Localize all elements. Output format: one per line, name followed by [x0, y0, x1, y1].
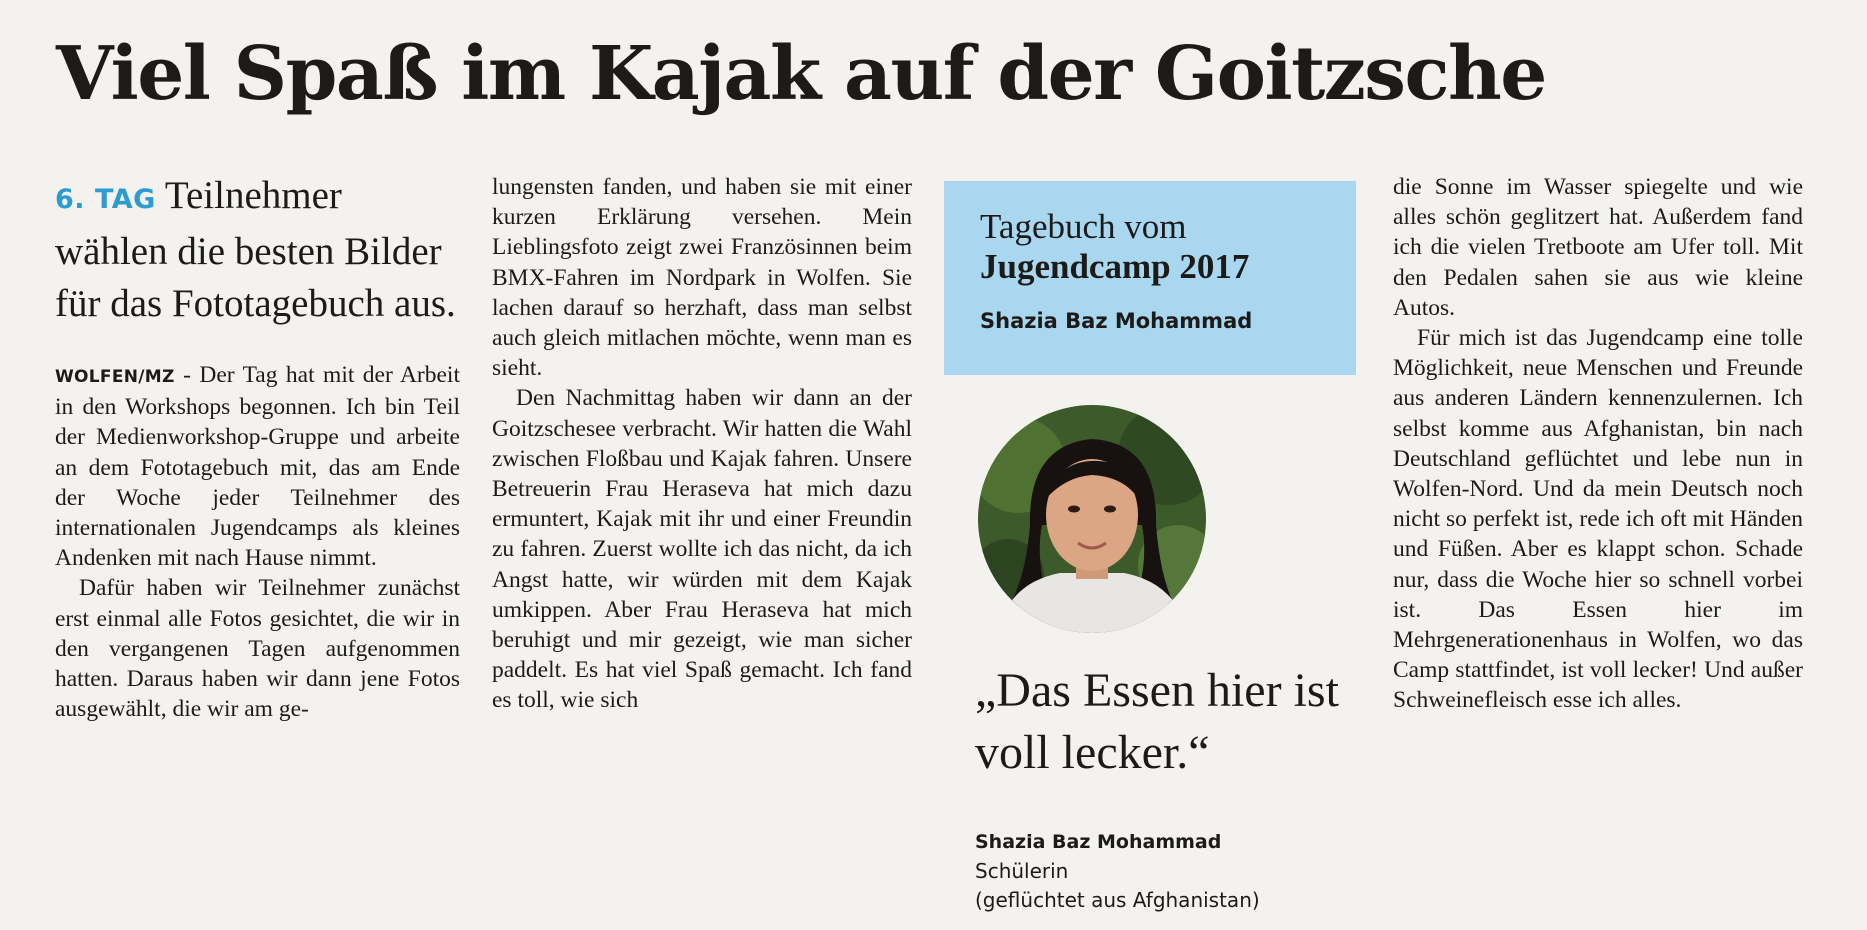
pull-quote: „Das Essen hier ist voll lecker.“ — [975, 664, 1339, 779]
quote-caption — [975, 828, 1365, 915]
intro-subheadline — [55, 170, 460, 330]
caption-name: Shazia Baz Mohammad — [975, 831, 1222, 853]
paragraph-text: - Der Tag hat mit der Arbeit in den Workshops begonnen. Ich bin Teil der Medienworkshop-Gruppe und arbeite an dem Fototagebuch mit, das am Ende der Woche jeder Teilnehmer des internationalen Jugendcamps als kleines Andenken mit nach Hause nimmt. — [55, 362, 460, 572]
paragraph: Dafür haben wir Teilnehmer zunächst erst einmal alle Fotos gesichtet, die wir in den vergangenen Tagen aufgenommen hatten. Daraus haben wir dann jene Fotos ausgewählt, die wir am ge- — [55, 575, 460, 723]
paragraph: die Sonne im Wasser spiegelte und wie alles schön geglitzert hat. Außerdem fand ich die vielen Tretboote am Ufer toll. Mit den Pedalen sahen sie aus wie kleine Autos. — [1393, 174, 1803, 321]
caption-role: Schülerin — [975, 859, 1069, 883]
column-4 — [1393, 172, 1803, 716]
paragraph: Für mich ist das Jugendcamp eine tolle Möglichkeit, neue Menschen und Freunde aus anderen Ländern kennenzulernen. Ich selbst komme aus Afghanistan, bin nach Deutschland geflüchtet und lebe nun in Wolfen-Nord. Und da mein Deutsch noch nicht so perfekt ist, rede ich oft mit Händen und Füßen. Aber es klappt schon. Schade nur, dass die Woche hier so schnell vorbei ist. Das Essen hier im Mehrgenerationenhaus in Wolfen, wo das Camp stattfindet, ist voll lecker! Und außer Schweinefleisch esse ich alles. — [1393, 325, 1803, 714]
diary-info-box — [944, 181, 1356, 375]
author-portrait-photo — [978, 405, 1206, 633]
paragraph — [55, 360, 460, 573]
column-2 — [492, 172, 912, 716]
portrait-illustration — [978, 405, 1206, 633]
caption-note: (geflüchtet aus Afghanistan) — [975, 888, 1260, 912]
dateline: WOLFEN/MZ — [55, 367, 175, 387]
paragraph: Den Nachmittag haben wir dann an der Goitzschesee verbracht. Wir hatten die Wahl zwischen Floßbau und Kajak fahren. Unsere Betreuerin Frau Heraseva hat mich dazu ermuntert, Kajak mit ihr und einer Freundin zu fahren. Zuerst wollte ich das nicht, da ich Angst hatte, wir würden mit dem Kajak umkippen. Aber Frau Heraseva hat mich beruhigt und mir gezeigt, wie man sicher paddelt. Es hat viel Spaß gemacht. Ich fand es toll, wie sich — [492, 385, 912, 714]
box-title-line1: Tagebuch vom — [980, 207, 1187, 246]
box-author: Shazia Baz Mohammad — [980, 309, 1253, 333]
box-title-line2: Jugendcamp 2017 — [980, 247, 1250, 286]
column-1 — [55, 170, 460, 724]
headline: Viel Spaß im Kajak auf der Goitzsche — [56, 31, 1546, 117]
paragraph: lungensten fanden, und haben sie mit einer kurzen Erklärung versehen. Mein Lieblingsfoto zeigt zwei Französinnen beim BMX-Fahren im Nordpark in Wolfen. Sie lachen darauf so herzhaft, dass man selbst auch gleich mitlachen möchte, wenn man es sieht. — [492, 174, 912, 382]
day-tag: 6. TAG — [55, 184, 156, 215]
intro-text: Teilnehmer wählen die besten Bilder für das Fototagebuch aus. — [55, 174, 456, 325]
